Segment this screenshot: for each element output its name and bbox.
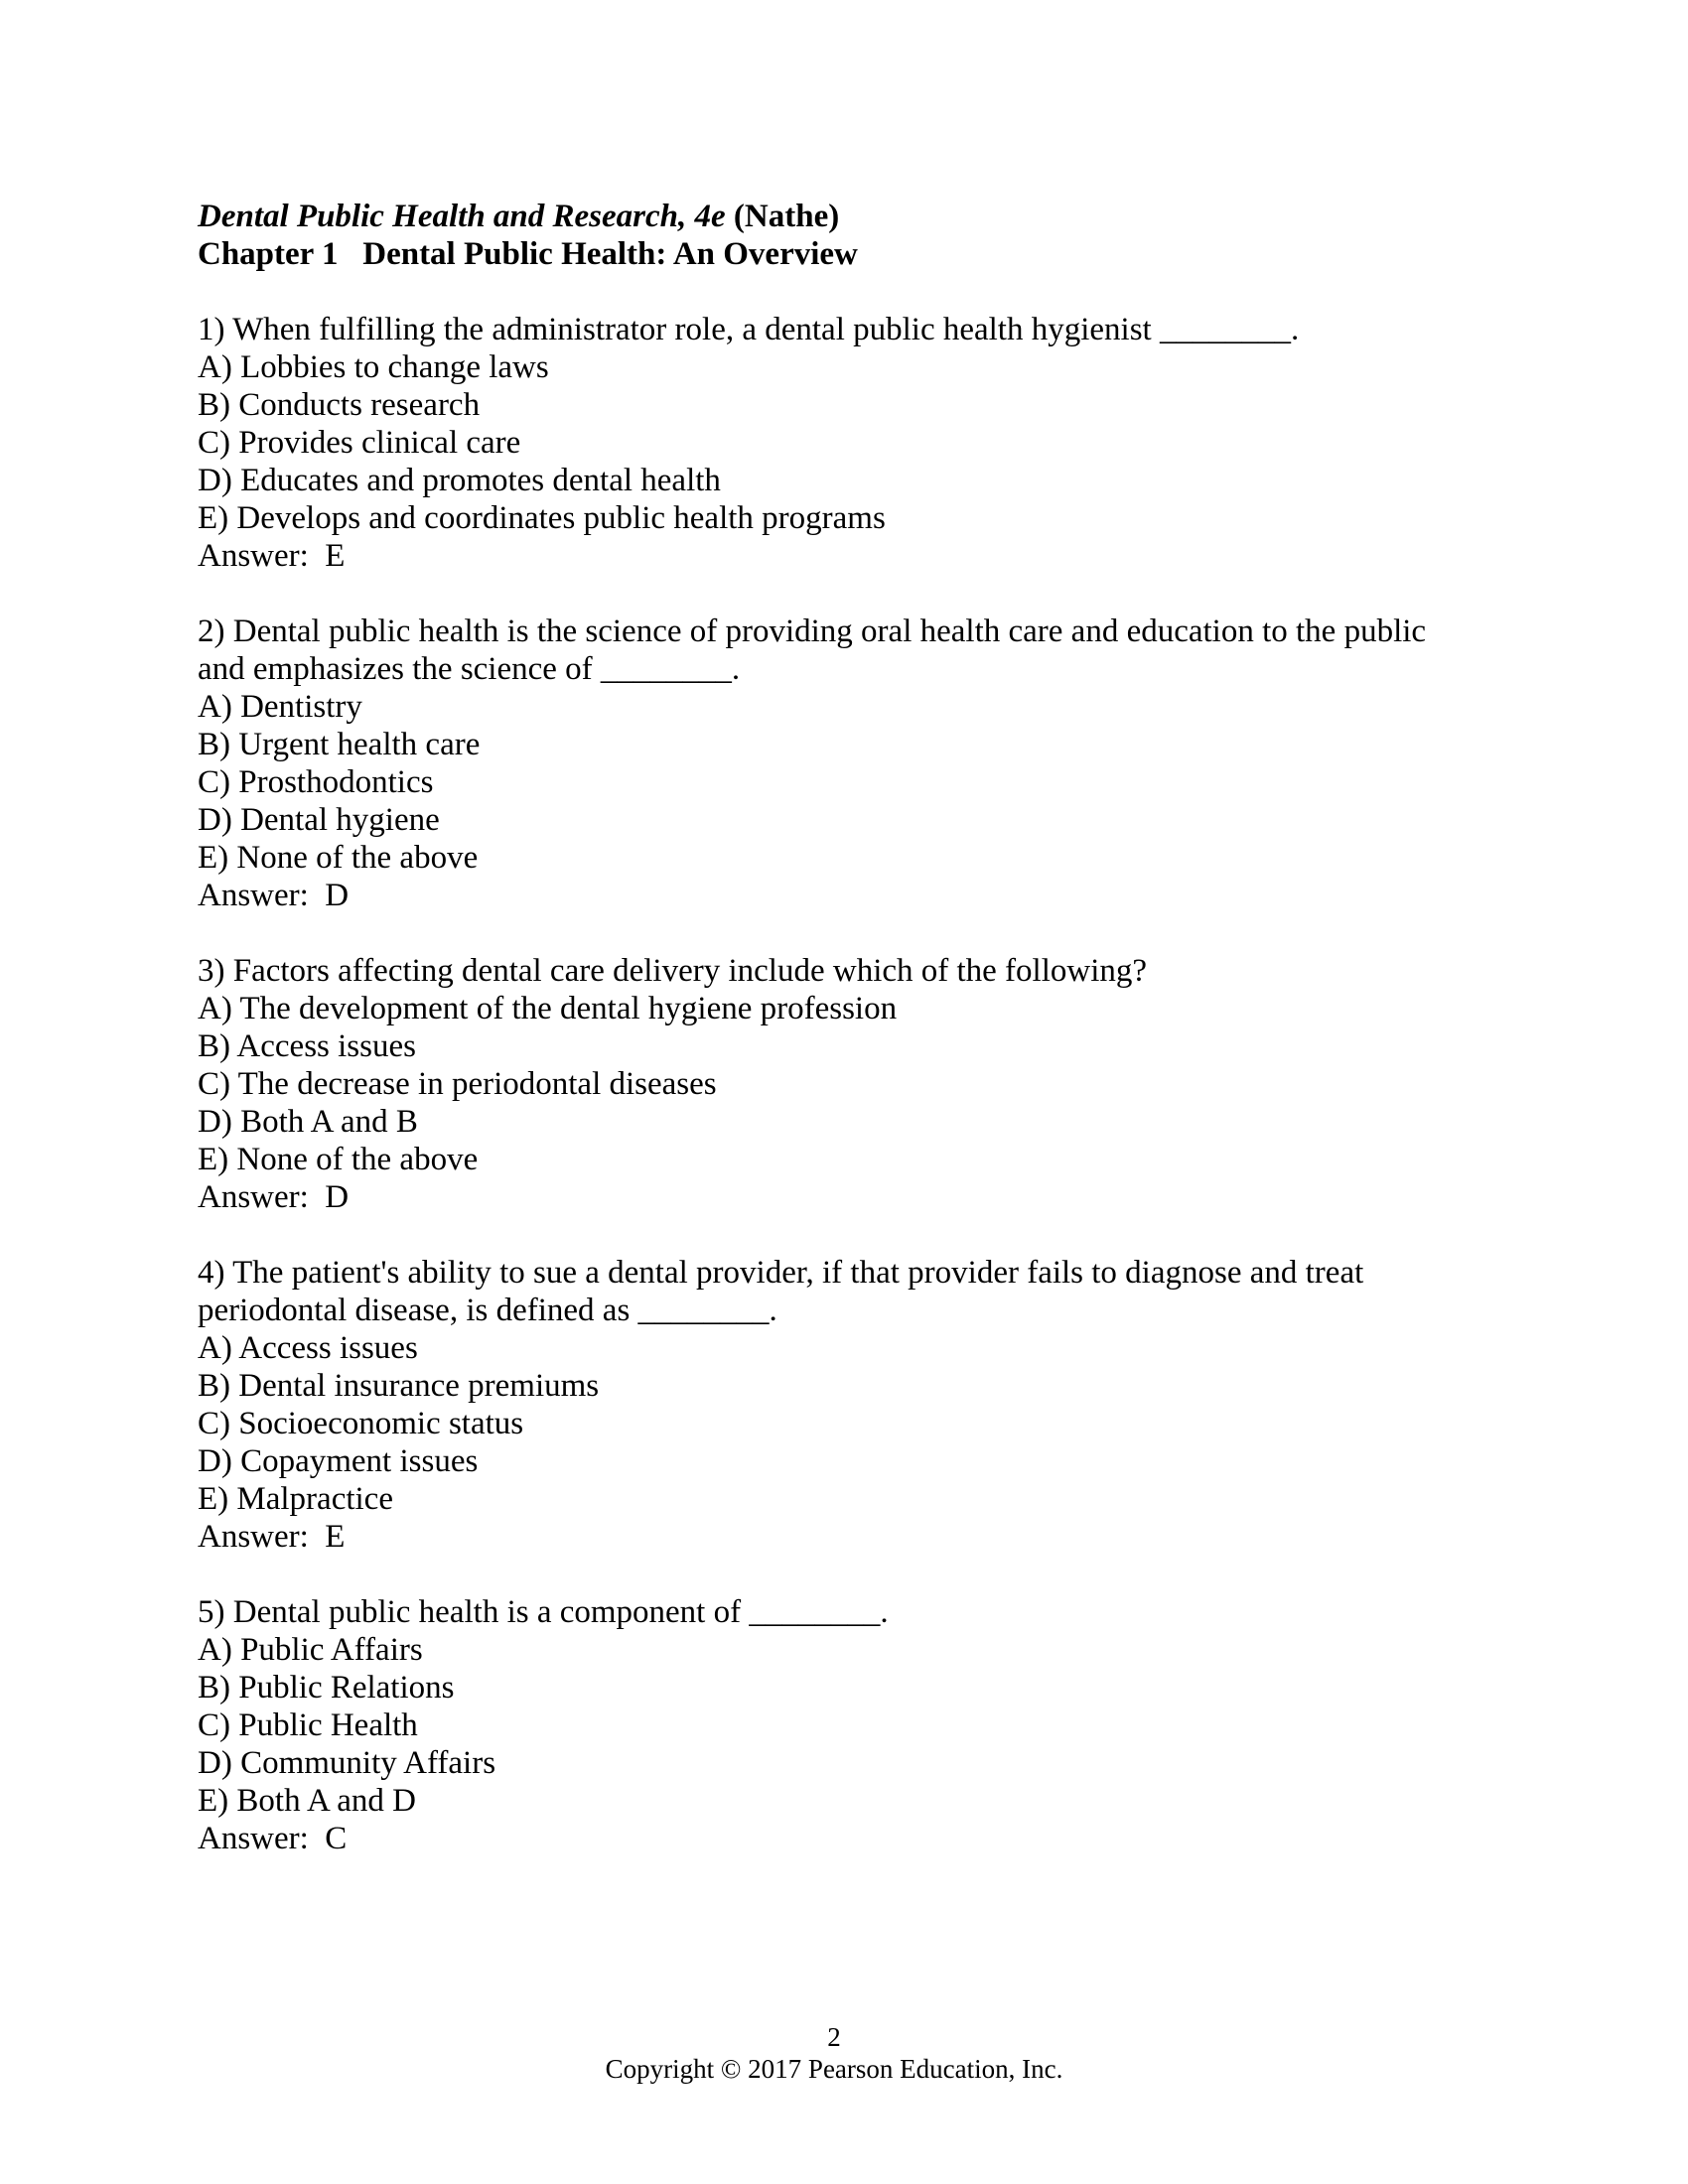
book-title: Dental Public Health and Research, 4e [198,199,726,234]
question-stem: 2) Dental public health is the science of providing oral health care and education to the public [198,614,1427,649]
chapter-title: Dental Public Health: An Overview [362,236,858,272]
answer-option: D) Educates and promotes dental health [198,463,721,498]
document-body [198,198,1508,1857]
answer-key: Answer: E [198,1519,346,1555]
answer-option: D) Copayment issues [198,1443,479,1479]
answer-option: C) Provides clinical care [198,425,521,461]
answer-option: D) Both A and B [198,1104,418,1140]
answer-option: E) Develops and coordinates public health programs [198,500,886,536]
question-block [198,952,1508,1216]
answer-key: Answer: E [198,538,346,574]
answer-option: B) Public Relations [198,1670,455,1706]
answer-option: B) Access issues [198,1028,416,1064]
answer-option: A) The development of the dental hygiene profession [198,991,898,1026]
question-stem: 1) When fulfilling the administrator role, a dental public health hygienist ________. [198,312,1300,347]
answer-option: B) Conducts research [198,387,481,423]
answer-option: A) Access issues [198,1330,418,1366]
answer-option: A) Public Affairs [198,1632,423,1668]
chapter-label: Chapter 1 [198,236,339,272]
question-block [198,311,1508,575]
blank-line [198,1556,1508,1593]
blank-line [198,1216,1508,1254]
author: (Nathe) [733,199,840,234]
answer-option: E) Both A and D [198,1783,416,1819]
answer-option: A) Dentistry [198,689,362,725]
answer-option: D) Dental hygiene [198,802,440,838]
answer-key: Answer: C [198,1821,348,1856]
question-list [198,273,1508,1857]
question-block [198,1254,1508,1556]
answer-option: C) Socioeconomic status [198,1406,524,1441]
question-stem: 4) The patient's ability to sue a dental provider, if that provider fails to diagnose and treat [198,1255,1364,1291]
answer-option: B) Urgent health care [198,727,481,762]
answer-option: E) None of the above [198,840,479,876]
answer-option: C) The decrease in periodontal diseases [198,1066,717,1102]
page-footer [0,2021,1668,2085]
question-stem: 3) Factors affecting dental care delivery include which of the following? [198,953,1148,989]
question-block [198,1593,1508,1857]
chapter-heading [198,235,1508,273]
blank-line [198,575,1508,613]
answer-option: C) Prosthodontics [198,764,434,800]
answer-option: E) None of the above [198,1142,479,1177]
book-title-line [198,198,1508,235]
answer-key: Answer: D [198,1179,350,1215]
question-stem: periodontal disease, is defined as ________. [198,1293,777,1328]
question-block [198,613,1508,914]
page-number: 2 [827,2022,841,2052]
question-stem: and emphasizes the science of ________. [198,651,741,687]
question-stem: 5) Dental public health is a component of ________. [198,1594,889,1630]
answer-option: A) Lobbies to change laws [198,349,549,385]
answer-option: E) Malpractice [198,1481,393,1517]
copyright-notice: Copyright © 2017 Pearson Education, Inc. [605,2054,1063,2084]
answer-option: C) Public Health [198,1707,418,1743]
blank-line [198,273,1508,311]
answer-key: Answer: D [198,878,350,913]
answer-option: D) Community Affairs [198,1745,496,1781]
blank-line [198,914,1508,952]
answer-option: B) Dental insurance premiums [198,1368,600,1404]
